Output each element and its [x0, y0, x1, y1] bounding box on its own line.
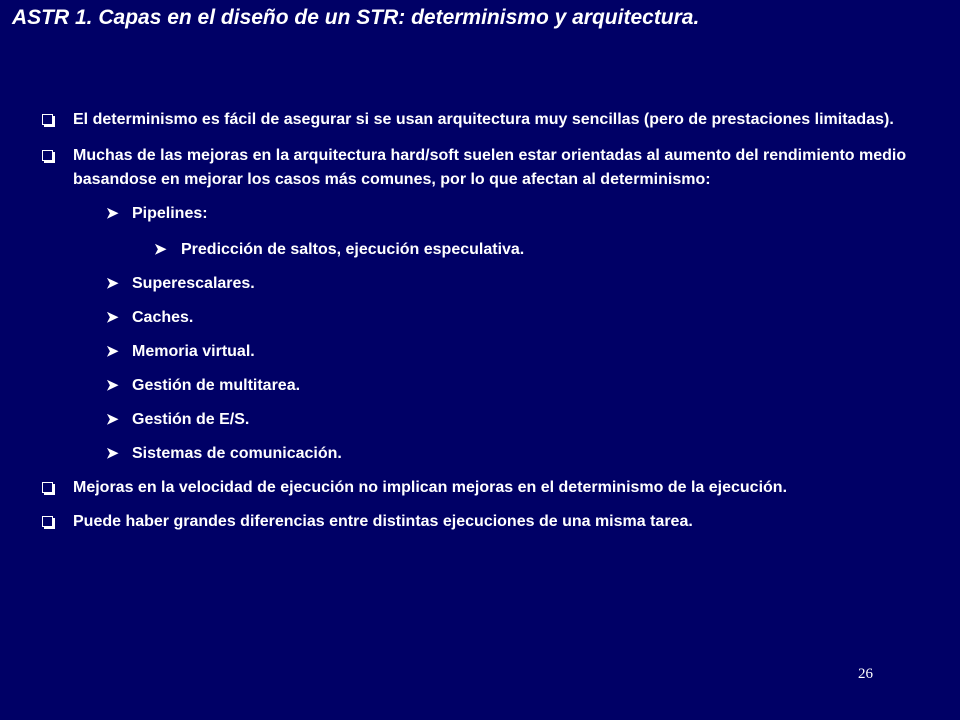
sub-bullet-item: [40, 202, 920, 226]
arrowhead-bullet-icon: ➤: [106, 377, 119, 394]
bullet-text: Mejoras en la velocidad de ejecución no implican mejoras en el determinismo de la ejecución.: [73, 479, 788, 496]
bullet-item: [40, 144, 920, 192]
sub-sub-bullet-item: [40, 238, 920, 262]
bullet-text: El determinismo es fácil de asegurar si se usan arquitectura muy sencillas (pero de prestaciones limitadas).: [73, 111, 894, 128]
arrowhead-bullet-icon: ➤: [106, 275, 119, 292]
arrowhead-bullet-icon: ➤: [106, 445, 119, 462]
bullet-item: [40, 108, 920, 132]
bullet-list: [40, 108, 920, 534]
sub-bullet-item: [40, 408, 920, 432]
page-number: 26: [858, 666, 873, 682]
arrowhead-bullet-icon: ➤: [154, 241, 167, 258]
bullet-text: Gestión de multitarea.: [132, 377, 301, 394]
checkbox-bullet-icon: [42, 114, 53, 125]
bullet-item: [40, 510, 920, 534]
arrowhead-bullet-icon: ➤: [106, 343, 119, 360]
sub-bullet-item: [40, 306, 920, 330]
bullet-text: Puede haber grandes diferencias entre distintas ejecuciones de una misma tarea.: [73, 513, 693, 530]
sub-bullet-item: [40, 442, 920, 466]
arrowhead-bullet-icon: ➤: [106, 309, 119, 326]
sub-bullet-item: [40, 340, 920, 364]
bullet-text: Gestión de E/S.: [132, 411, 250, 428]
bullet-text: Sistemas de comunicación.: [132, 445, 342, 462]
bullet-text: Superescalares.: [132, 275, 255, 292]
sub-bullet-item: [40, 272, 920, 296]
sub-bullet-item: [40, 374, 920, 398]
bullet-text: Predicción de saltos, ejecución especulativa.: [181, 241, 525, 258]
bullet-text: Memoria virtual.: [132, 343, 255, 360]
checkbox-bullet-icon: [42, 516, 53, 527]
bullet-text: Pipelines:: [132, 205, 208, 222]
slide-title: ASTR 1. Capas en el diseño de un STR: determinismo y arquitectura.: [12, 6, 700, 29]
arrowhead-bullet-icon: ➤: [106, 411, 119, 428]
checkbox-bullet-icon: [42, 482, 53, 493]
bullet-item: [40, 476, 920, 500]
bullet-text: Caches.: [132, 309, 194, 326]
checkbox-bullet-icon: [42, 150, 53, 161]
bullet-text: Muchas de las mejoras en la arquitectura hard/soft suelen estar orientadas al aumento del rendimiento medio basandose en mejorar los casos más comunes, por lo que afectan al determinismo:: [73, 147, 907, 188]
arrowhead-bullet-icon: ➤: [106, 205, 119, 222]
